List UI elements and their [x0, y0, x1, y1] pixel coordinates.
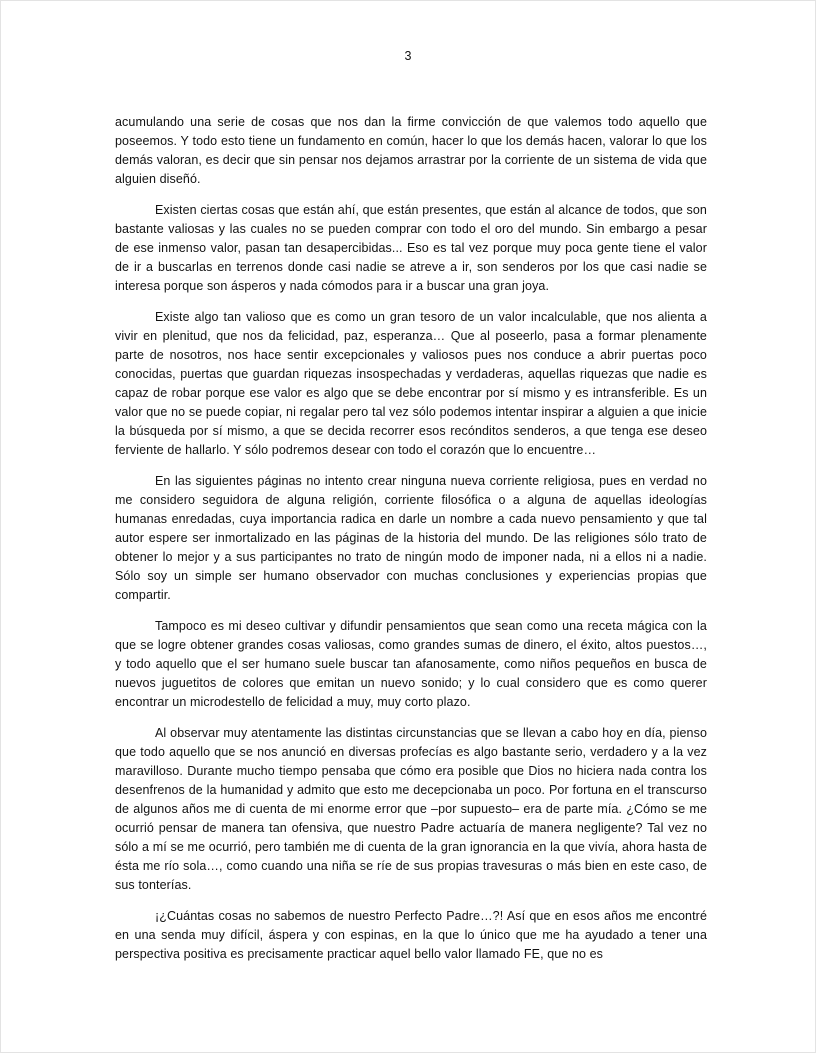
paragraph-3: Existe algo tan valioso que es como un gran tesoro de un valor incalculable, que nos alienta a vivir en plenitud, que nos da felicidad, paz, esperanza… Que al poseerlo, pasa a formar plenamente parte de nosotros, nos hace sentir excepcionales y valiosos pues nos conduce a abrir puertas poco conocidas, puertas que guardan riquezas insospechadas y verdaderas, aquellas riquezas que nadie es capaz de robar porque ese valor es algo que se debe encontrar por sí mismo y es intransferible. Es un valor que no se puede copiar, ni regalar pero tal vez sólo podemos intentar inspirar a alguien a que inicie la búsqueda por sí mismo, a que se decida recorrer esos recónditos senderos, a que tenga ese deseo ferviente de hallarlo. Y sólo podremos desear con todo el corazón que lo encuentre…: [115, 310, 707, 457]
paragraph-5: Tampoco es mi deseo cultivar y difundir pensamientos que sean como una receta mágica con la que se logre obtener grandes cosas valiosas, como grandes sumas de dinero, el éxito, altos puestos…, y todo aquello que el ser humano suele buscar tan afanosamente, como niños pequeños en busca de nuevos juguetitos de colores que emitan un nuevo sonido; y lo cual considero que es como querer encontrar un microdestello de felicidad a muy, muy corto plazo.: [115, 619, 707, 709]
document-body: [115, 113, 707, 976]
paragraph-6: Al observar muy atentamente las distintas circunstancias que se llevan a cabo hoy en día, pienso que todo aquello que se nos anunció en diversas profecías es algo bastante serio, verdadero y a la vez maravilloso. Durante mucho tiempo pensaba que cómo era posible que Dios no hiciera nada contra los desenfrenos de la humanidad y admito que esto me decepcionaba un poco. Por fortuna en el transcurso de algunos años me di cuenta de mi enorme error que –por supuesto– era de parte mía. ¿Cómo se me ocurrió pensar de manera tan ofensiva, que nuestro Padre actuaría de manera negligente? Tal vez no sólo a mí se me ocurrió, pero también me di cuenta de la gran ignorancia en la que vivía, ahora hasta de ésta me río sola…, como cuando una niña se ríe de sus propias travesuras o más bien en este caso, de sus tonterías.: [115, 726, 707, 892]
paragraph-4: En las siguientes páginas no intento crear ninguna nueva corriente religiosa, pues en verdad no me considero seguidora de alguna religión, corriente filosófica o a alguna de aquellas ideologías humanas enredadas, cuya importancia radica en darle un nombre a cada nuevo pensamiento y que tal autor espere ser inmortalizado en las páginas de la historia del mundo. De las religiones sólo trato de obtener lo mejor y a sus participantes no trato de ningún modo de imponer nada, ni a ellos ni a nadie. Sólo soy un simple ser humano observador con muchas conclusiones y experiencias propias que compartir.: [115, 474, 707, 602]
paragraph-1: acumulando una serie de cosas que nos dan la firme convicción de que valemos todo aquello que poseemos. Y todo esto tiene un fundamento en común, hacer lo que los demás hacen, valorar lo que los demás valoran, es decir que sin pensar nos dejamos arrastrar por la corriente de un sistema de vida que alguien diseñó.: [115, 115, 707, 186]
paragraph-2: Existen ciertas cosas que están ahí, que están presentes, que están al alcance de todos, que son bastante valiosas y las cuales no se pueden comprar con todo el oro del mundo. Sin embargo a pesar de ese inmenso valor, pasan tan desapercibidas... Eso es tal vez porque muy poca gente tiene el valor de ir a buscarlas en terrenos donde casi nadie se atreve a ir, son senderos por los que casi nadie se interesa porque son ásperos y nada cómodos para ir a buscar una gran joya.: [115, 203, 707, 293]
page-number: 3: [404, 49, 412, 63]
paragraph-7: ¡¿Cuántas cosas no sabemos de nuestro Perfecto Padre…?! Así que en esos años me encontré en una senda muy difícil, áspera y con espinas, en la que lo único que me ha ayudado a tener una perspectiva positiva es precisamente practicar aquel bello valor llamado FE, que no es: [115, 909, 707, 961]
